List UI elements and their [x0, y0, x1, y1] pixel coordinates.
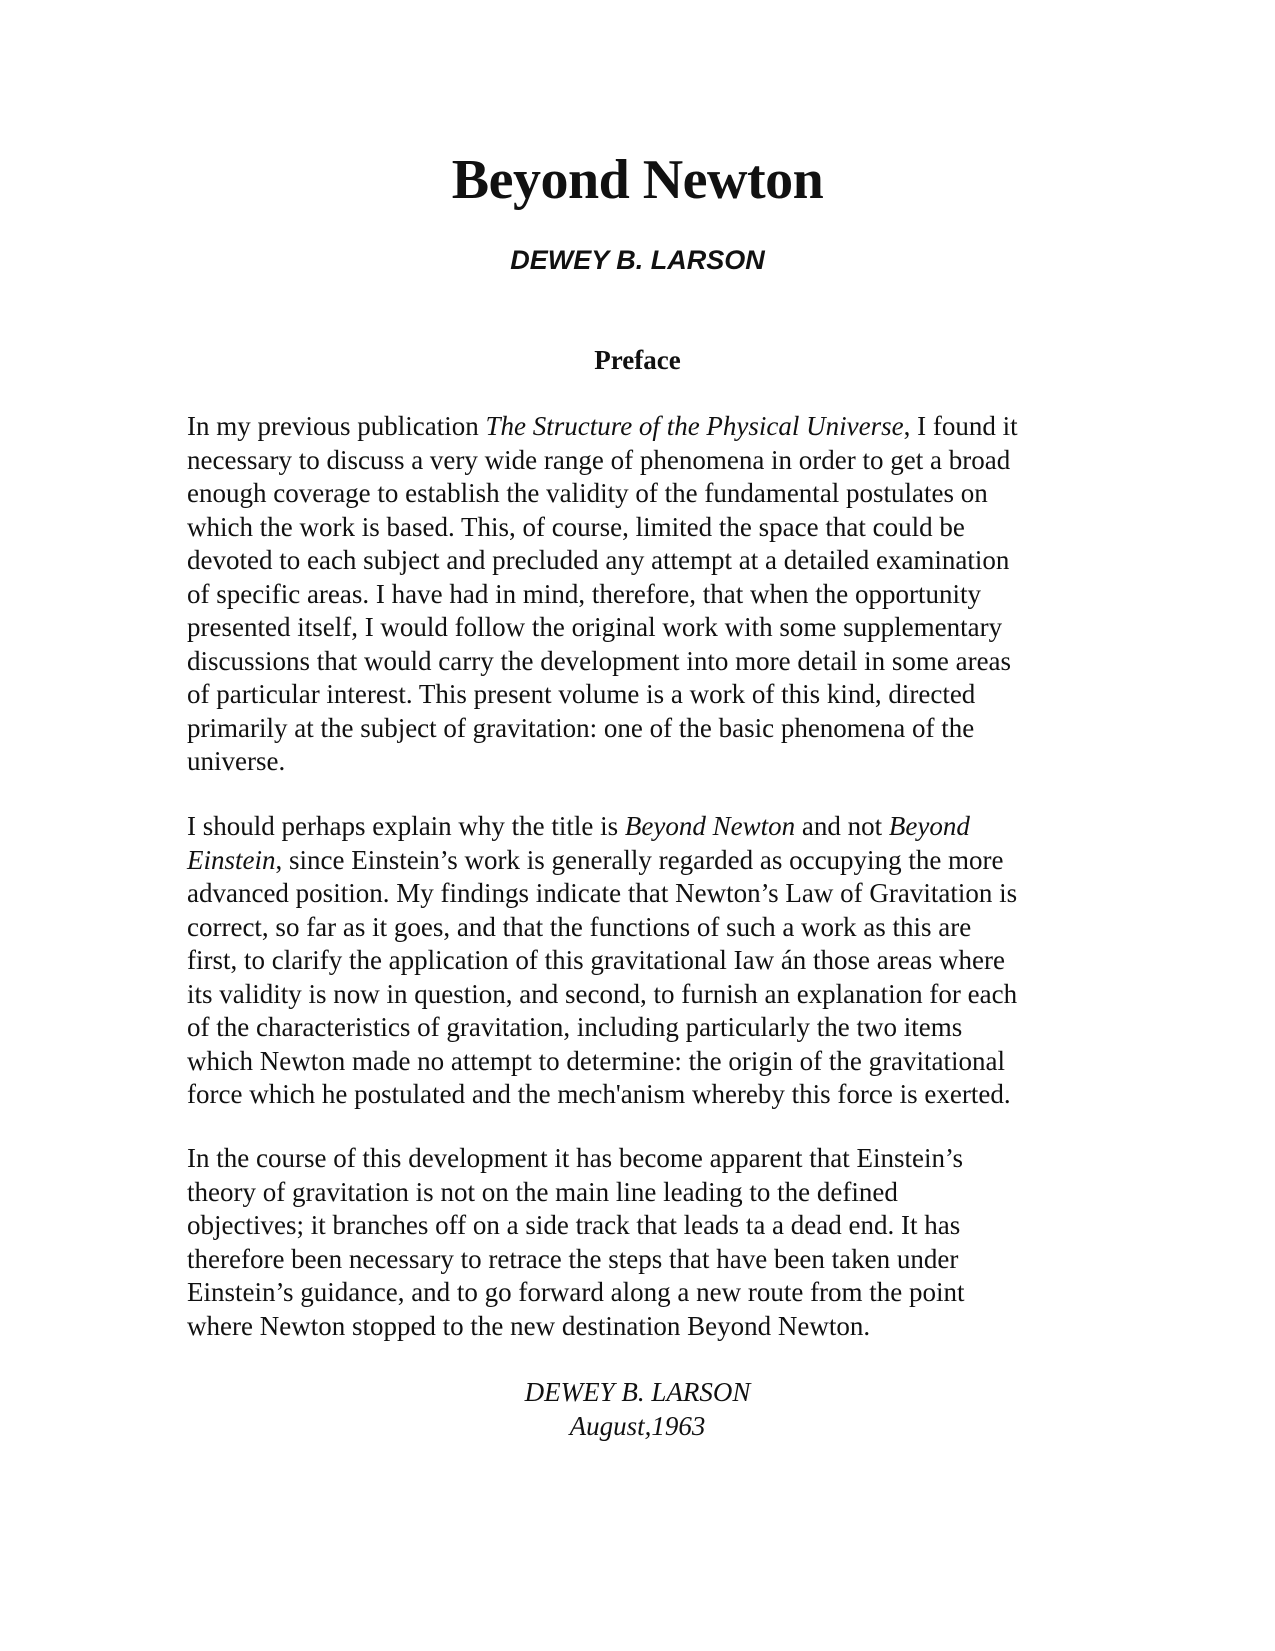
signature-name: DEWEY B. LARSON: [524, 1377, 751, 1407]
text-line: [187, 611, 1107, 645]
page-title: Beyond Newton: [451, 149, 824, 211]
text-line: [187, 578, 1107, 612]
paragraph-3: [187, 1142, 1107, 1343]
text-line: [187, 645, 1107, 679]
text-line: [187, 1045, 1107, 1079]
signature-block: [0, 1375, 1275, 1443]
text-run: necessary to discuss a very wide range of phenomena in order to get a broad: [187, 444, 1011, 475]
text-run: discussions that would carry the development into more detail in some areas: [187, 645, 1012, 676]
text-run: In the course of this development it has become apparent that Einstein’s: [187, 1143, 964, 1173]
text-line: [187, 911, 1107, 945]
text-run: universe.: [187, 746, 286, 776]
text-run: presented itself, I would follow the original work with some supplementary: [187, 612, 1003, 642]
text-run: force which he postulated and the mech'anism whereby this force is exerted.: [187, 1079, 1011, 1109]
text-line: [187, 477, 1107, 511]
text-line: [187, 1310, 1107, 1344]
text-line: [187, 544, 1107, 578]
text-run: correct, so far as it goes, and that the functions of such a work as this are: [187, 911, 972, 942]
text-line: [187, 1011, 1107, 1045]
paragraph-2: [187, 810, 1107, 1112]
italic-text-run: Beyond Newton: [624, 811, 796, 841]
text-run: primarily at the subject of gravitation: one of the basic phenomena of the: [187, 712, 975, 743]
text-line: [187, 712, 1107, 746]
text-line: [187, 944, 1107, 978]
italic-text-run: The Structure of the Physical Universe: [485, 411, 904, 441]
text-run: its validity is now in question, and second, to furnish an explanation for each: [187, 978, 1018, 1009]
text-line: [187, 511, 1107, 545]
text-run: and not: [795, 811, 889, 841]
text-line: [187, 1276, 1107, 1310]
text-line: [187, 844, 1107, 878]
text-run: , since Einstein’s work is generally regarded as occupying the more: [275, 844, 1004, 875]
text-run: objectives; it branches off on a side track that leads ta a dead end. It has: [187, 1210, 961, 1240]
text-run: of the characteristics of gravitation, including particularly the two items: [187, 1012, 963, 1042]
italic-text-run: Einstein: [187, 844, 276, 875]
text-line: [187, 1243, 1107, 1277]
text-line: [187, 1078, 1107, 1112]
text-line: [187, 678, 1107, 712]
section-heading: Preface: [594, 345, 681, 375]
text-line: [187, 1176, 1107, 1210]
text-run: , I found it: [903, 411, 1018, 441]
text-run: Einstein’s guidance, and to go forward along a new route from the point: [187, 1277, 965, 1307]
paragraph-1: [187, 410, 1107, 779]
text-line: [187, 1209, 1107, 1243]
text-line: [187, 978, 1107, 1012]
text-run: where Newton stopped to the new destination Beyond Newton.: [187, 1310, 871, 1341]
signature-date: August,1963: [569, 1411, 706, 1441]
text-run: devoted to each subject and precluded any attempt at a detailed examination: [187, 545, 1010, 575]
text-line: [187, 410, 1107, 444]
text-run: of specific areas. I have had in mind, therefore, that when the opportunity: [187, 578, 981, 609]
author-name: DEWEY B. LARSON: [510, 245, 765, 275]
text-run: which the work is based. This, of course, limited the space that could be: [187, 511, 965, 542]
text-line: [187, 810, 1107, 844]
italic-text-run: Beyond: [888, 811, 970, 841]
text-run: theory of gravitation is not on the main line leading to the defined: [187, 1176, 898, 1207]
text-run: I should perhaps explain why the title is: [187, 811, 625, 841]
text-run: advanced position. My findings indicate that Newton’s Law of Gravitation is: [187, 878, 1018, 908]
text-run: first, to clarify the application of this gravitational Iaw án those areas where: [187, 945, 1005, 975]
text-run: In my previous publication: [187, 411, 486, 441]
text-run: which Newton made no attempt to determine: the origin of the gravitational: [187, 1045, 1006, 1076]
text-line: [187, 877, 1107, 911]
text-run: of particular interest. This present volume is a work of this kind, directed: [187, 679, 976, 709]
text-run: therefore been necessary to retrace the steps that have been taken under: [187, 1243, 959, 1274]
text-line: [187, 1142, 1107, 1176]
text-line: [187, 444, 1107, 478]
text-line: [187, 745, 1107, 779]
text-run: enough coverage to establish the validity of the fundamental postulates on: [187, 478, 988, 508]
